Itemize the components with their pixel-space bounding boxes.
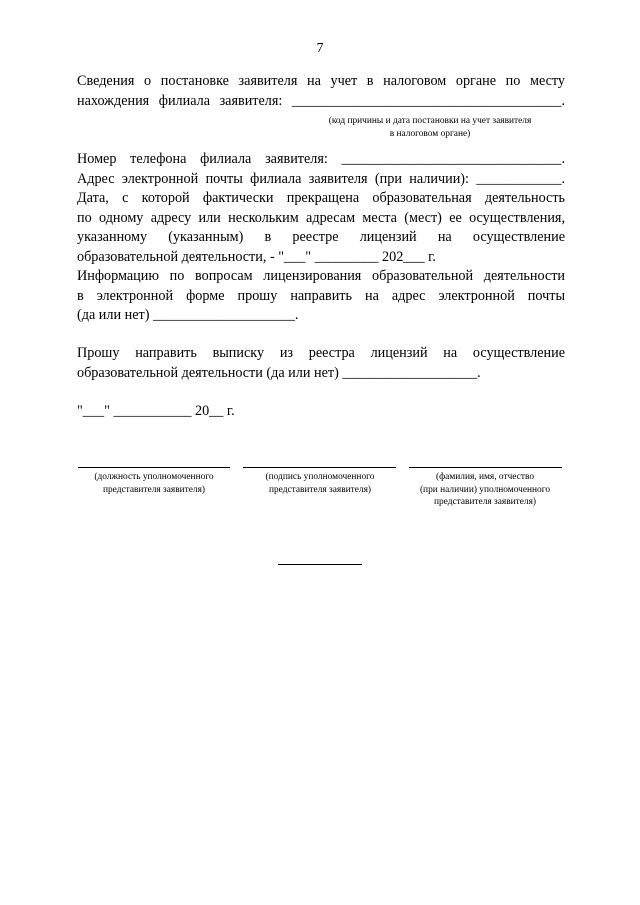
extract-request-line-2: образовательной деятельности (да или нет) ___________________. <box>77 364 481 381</box>
signature-caption-line-2: представителя заявителя) <box>268 484 372 495</box>
electronic-info-line-2: в электронной форме прошу направить на адрес электронной почты <box>77 287 565 304</box>
termination-line-1: Дата, с которой фактически прекращена образовательная деятельность <box>77 190 565 206</box>
position-caption-line-1: (должность уполномоченного <box>94 472 214 482</box>
tax-registration-hint-line-1: (код причины и дата постановки на учет заявителя <box>328 116 532 126</box>
tax-registration-hint-line-2: в налоговом органе) <box>389 128 471 139</box>
extract-request-line-1: Прошу направить выписку из реестра лицензий на осуществление <box>77 345 565 361</box>
signature-caption-line-1: (подпись уполномоченного <box>265 472 375 482</box>
extract-request-paragraph <box>77 344 565 383</box>
tax-registration-hint <box>300 115 560 140</box>
signature-caption <box>236 471 404 496</box>
name-caption-line-2: (при наличии) уполномоченного <box>419 484 551 495</box>
termination-line-3: указанному (указанным) в реестре лицензий на осуществление <box>77 229 565 245</box>
tax-registration-line-2: нахождения филиала заявителя: ______________________________________. <box>77 92 565 109</box>
page-number: 7 <box>316 41 324 56</box>
signature-line <box>243 467 396 468</box>
position-signature-line <box>78 467 230 468</box>
position-caption <box>70 471 238 496</box>
date-line: "___" ___________ 20__ г. <box>77 403 235 419</box>
electronic-info-line-3: (да или нет) ____________________. <box>77 307 299 323</box>
position-caption-line-2: представителя заявителя) <box>102 484 206 495</box>
name-caption <box>401 471 569 509</box>
end-divider <box>278 564 362 565</box>
contact-section <box>77 150 565 326</box>
termination-line-2: по одному адресу или нескольким адресам места (мест) ее осуществления, <box>77 209 565 226</box>
date-paragraph <box>77 402 565 422</box>
tax-registration-line-1: Сведения о постановке заявителя на учет в налоговом органе по месту <box>77 73 565 89</box>
email-line: Адрес электронной почты филиала заявителя (при наличии): ____________. <box>77 170 565 187</box>
electronic-info-line-1: Информацию по вопросам лицензирования образовательной деятельности <box>77 268 565 284</box>
name-signature-line <box>409 467 562 468</box>
tax-registration-paragraph <box>77 72 565 111</box>
name-caption-line-1: (фамилия, имя, отчество <box>435 472 535 482</box>
phone-line: Номер телефона филиала заявителя: _______________________________. <box>77 151 565 167</box>
termination-line-4: образовательной деятельности, - "___" _________ 202___ г. <box>77 248 436 265</box>
name-caption-line-3: представителя заявителя) <box>433 497 537 508</box>
